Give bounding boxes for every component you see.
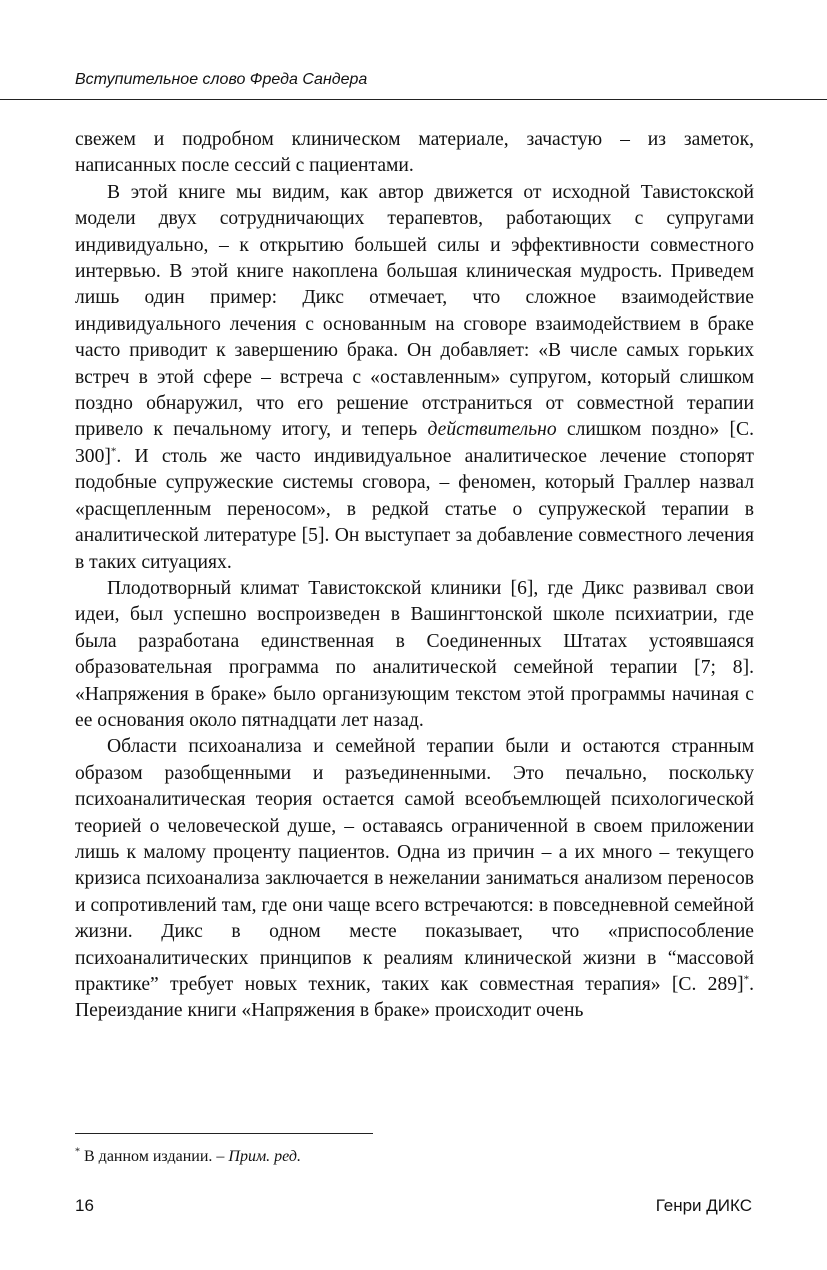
paragraph-2 bbox=[75, 180, 754, 576]
footnote-marker: * bbox=[75, 1146, 80, 1158]
text-run: . И столь же часто индивидуальное аналитическое лечение стопорят подобные супружеские системы сговора, – феномен, который Граллер назвал «расщепленным переносом», в редкой статье о супружеской терапии в аналитической литературе [5]. Он выступает за добавление совместного лечения в таких ситуациях. bbox=[75, 445, 754, 573]
paragraph-1 bbox=[75, 127, 754, 180]
body-text bbox=[75, 127, 754, 1025]
text-run: . Переиздание книги «Напряжения в браке» происходит очень bbox=[75, 974, 754, 1022]
book-author: Генри ДИКС bbox=[655, 1196, 752, 1215]
footnote-text: В данном издании. – bbox=[80, 1148, 229, 1165]
paragraph-3 bbox=[75, 576, 754, 734]
text-run: В этой книге мы видим, как автор движется от исходной Тавистокской модели двух сотрудничающих терапевтов, работающих с супругами индивидуально, – к открытию большей силы и эффективности совместного интервью. В этой книге накоплена большая клиническая мудрость. Приведем лишь один пример: Дикс отмечает, что сложное взаимодействие индивидуального лечения с основанным на сговоре взаимодействием в браке часто приводит к завершению брака. Он добавляет: «В числе самых горьких встреч в этой сфере – встреча с «оставленным» супругом, который слишком поздно обнаружил, что его решение отстраниться от совместной терапии привело к печальному итогу, и теперь bbox=[75, 181, 754, 441]
text-run: Области психоанализа и семейной терапии были и остаются странным образом разобщенными и разъединенными. Это печально, поскольку психоаналитическая теория остается самой всеобъемлющей психологической теорией о человеческой душе, – оставаясь ограниченной в своем приложении лишь к малому проценту пациентов. Одна из причин – а их много – текущего кризиса психоанализа заключается в нежелании заниматься анализом переносов и сопротивлений там, где они чаще всего встречаются: в повседневной семейной жизни. Дикс в одном месте показывает, что «приспособление психоаналитических принципов к реалиям клинической жизни в “массовой практике” требует новых техник, таких как совместная терапия» [С. 289] bbox=[75, 736, 754, 995]
footnote-marker: * bbox=[110, 445, 117, 458]
paragraph-4 bbox=[75, 734, 754, 1024]
running-head: Вступительное слово Фреда Сандера bbox=[75, 71, 368, 88]
page-number: 16 bbox=[75, 1196, 94, 1215]
text-run: свежем и подробном клиническом материале, зачастую – из заметок, написанных после сессий с пациентами. bbox=[75, 129, 754, 177]
header-rule bbox=[0, 99, 827, 100]
text-run: Плодотворный климат Тавистокской клиники [6], где Дикс развивал свои идеи, был успешно воспроизведен в Вашингтонской школе психиатрии, где была разработана единственная в Соединенных Штатах устоявшаяся образовательная программа по аналитической семейной терапии [7; 8]. «Напряжения в браке» было организующим текстом этой программы начиная с ее основания около пятнадцати лет назад. bbox=[75, 577, 754, 731]
footnote bbox=[75, 1147, 301, 1167]
italic-run: действительно bbox=[427, 419, 557, 441]
footnote-rule bbox=[75, 1133, 373, 1134]
footnote-marker: * bbox=[743, 973, 750, 986]
footnote-italic: Прим. ред. bbox=[228, 1148, 301, 1165]
text-run: слишком поздно» [С. 300] bbox=[75, 419, 754, 467]
